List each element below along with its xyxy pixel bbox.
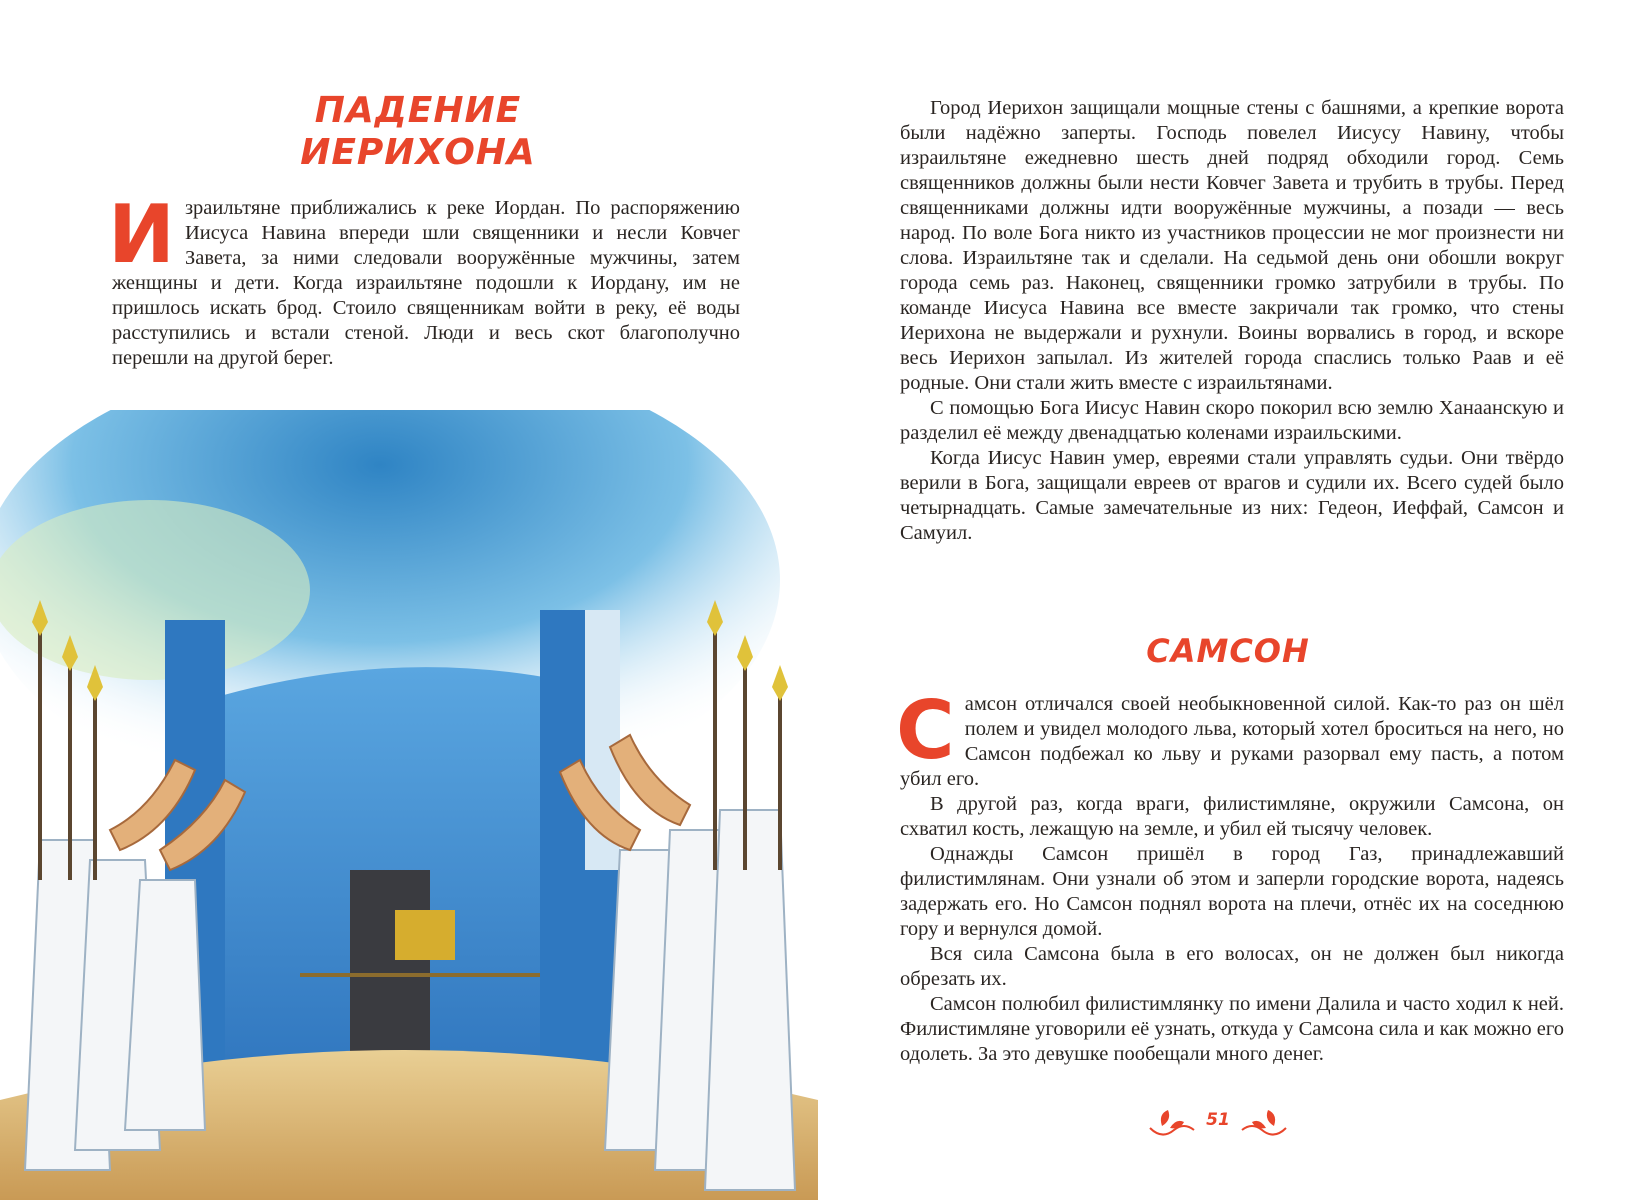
samson-paragraph: В другой раз, когда враги, филистимляне, окружили Самсона, он схватил кость, лежащую на земле, и убил ей тысячу человек. — [900, 793, 1564, 840]
jericho-intro-text — [108, 188, 740, 371]
right-page — [818, 0, 1636, 1200]
samson-text — [896, 684, 1564, 1067]
drop-cap-i: И — [108, 188, 175, 281]
floral-ornament-icon — [1148, 1106, 1196, 1142]
drop-cap-s: С — [896, 684, 955, 777]
samson-first-body: амсон отличался своей необыкновенной силой. Как-то раз он шёл полем и увидел молодого льва, который хотел броситься на него, но Самсон подбежал ко льву и руками разорвал ему пасть, а потом убил его. — [900, 693, 1564, 790]
priests-left — [25, 840, 205, 1170]
floral-ornament-icon — [1240, 1106, 1288, 1142]
page-footer — [1148, 1106, 1288, 1142]
jericho-paragraph: С помощью Бога Иисус Навин скоро покорил всю землю Ханаанскую и разделил её между двенадцатью коленами израильскими. — [900, 397, 1564, 444]
title-line-1: ПАДЕНИЕ — [314, 90, 522, 131]
title-line-2: ИЕРИХОНА — [300, 132, 536, 174]
chapter-title-fall-of-jericho — [250, 90, 586, 174]
samson-paragraph: Самсон полюбил филистимлянку по имени Далила и часто ходил к ней. Филистимляне уговорили её узнать, откуда у Самсона сила и как можно его одолеть. За это девушке пообещали много денег. — [900, 993, 1564, 1065]
city-gate — [350, 870, 430, 1060]
samson-paragraph: Вся сила Самсона была в его волосах, он не должен был никогда обрезать их. — [900, 943, 1564, 990]
jericho-paragraph: Город Иерихон защищали мощные стены с башнями, а крепкие ворота были надёжно заперты. Господь повелел Иисусу Навину, чтобы израильтяне ежедневно шесть дней подряд обходили город. Семь священников должны были нести Ковчег Завета и трубить в трубы. Перед священниками должны идти вооружённые мужчины, а позади — весь народ. По воле Бога никто из участников процессии не мог произнести ни слова. Израильтяне так и сделали. На седьмой день они обошли вокруг города семь раз. Наконец, священники громко затрубили в трубы. По команде Иисуса Навина все вместе закричали так громко, что стены Иерихона не выдержали и рухнули. Воины ворвались в город, и вскоре весь Иерихон запылал. Из жителей города спаслись только Раав и её родные. Они стали жить вместе с израильтянами. — [900, 97, 1564, 394]
jericho-illustration — [0, 410, 818, 1200]
jericho-intro-paragraph — [108, 188, 740, 371]
sky-haze — [0, 500, 310, 680]
page-number: 51 — [1206, 1110, 1230, 1130]
samson-paragraph: Однажды Самсон пришёл в город Газ, принадлежавший филистимлянам. Они узнали об этом и заперли городские ворота, надеясь задержать его. Но Самсон поднял ворота на плечи, отнёс их на соседнюю гору и вернулся домой. — [900, 843, 1564, 940]
jericho-paragraph: Когда Иисус Навин умер, евреями стали управлять судьи. Они твёрдо верили в Бога, защищали евреев от врагов и судили их. Всего судей было четырнадцать. Самые замечательные из них: Гедеон, Иеффай, Самсон и Самуил. — [900, 447, 1564, 544]
samson-first-paragraph — [896, 684, 1564, 792]
chapter-title-samson: САМСОН — [1146, 632, 1310, 670]
ark-of-covenant — [395, 910, 455, 960]
jericho-intro-body: зраильтяне приближались к реке Иордан. По распоряжению Иисуса Навина впереди шли священники и несли Ковчег Завета, за ними следовали вооружённые мужчины, затем женщины и дети. Когда израильтяне подошли к Иордану, им не пришлось искать брод. Стоило священникам войти в реку, её воды расступились и встали стеной. Люди и весь скот благополучно перешли на другой берег. — [112, 197, 740, 369]
priests-right — [605, 810, 795, 1190]
jericho-continuation-text — [900, 96, 1564, 546]
